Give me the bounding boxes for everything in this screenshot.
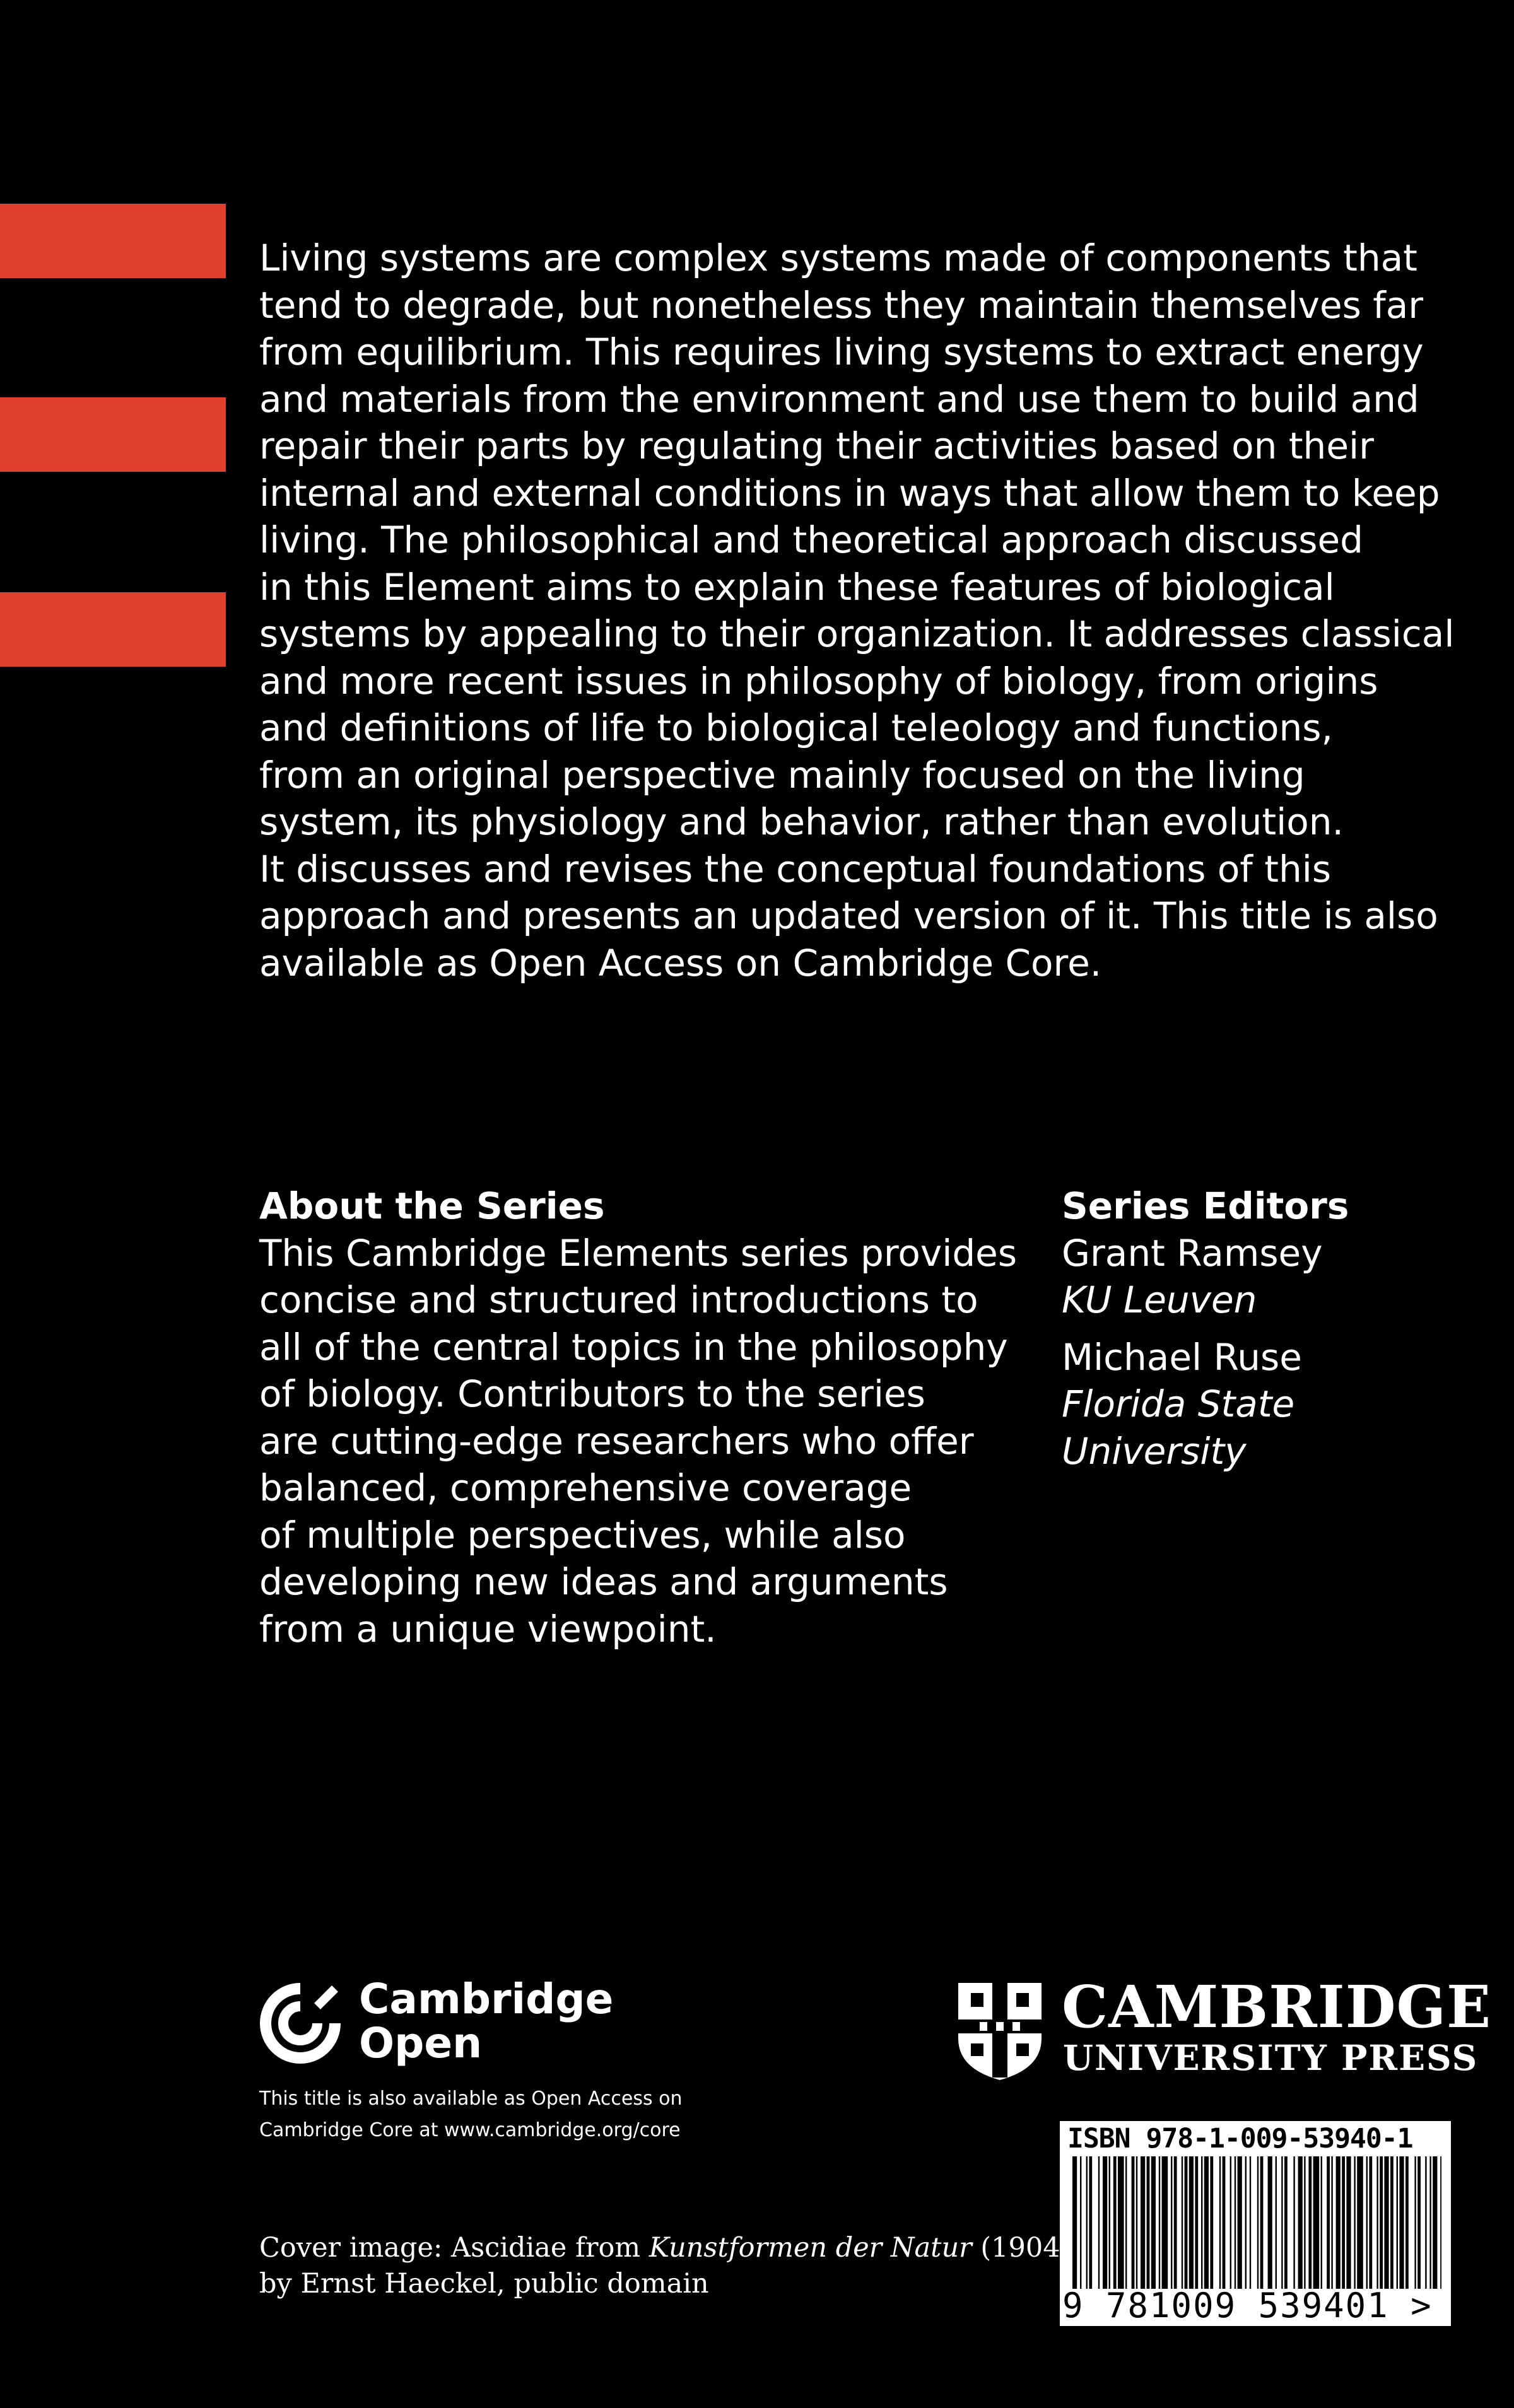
description-line: repair their parts by regulating their activities based on their (259, 424, 1374, 467)
description-line: and definitions of life to biological teleology and functions, (259, 706, 1333, 749)
cambridge-university-press-logo (956, 1973, 1492, 2081)
credit-prefix: Cover image: Ascidiae from (259, 2232, 649, 2264)
editor-affiliation: Florida State (1062, 1382, 1295, 1425)
publisher-subname: UNIVERSITY PRESS (1063, 2037, 1479, 2078)
description-line: and materials from the environment and use them to build and (259, 377, 1419, 421)
credit-line-2: by Ernst Haeckel, public domain (259, 2268, 709, 2300)
description-line: Living systems are complex systems made of components that (259, 237, 1417, 279)
description-line: systems by appealing to their organization. It addresses classical (259, 612, 1455, 655)
series-editors (1062, 1183, 1472, 1475)
editors-heading: Series Editors (1062, 1184, 1349, 1227)
description-line: internal and external conditions in ways that allow them to keep (259, 471, 1440, 515)
about-line: concise and structured introductions to (259, 1278, 978, 1321)
accent-bar-middle (0, 397, 226, 472)
isbn-label: ISBN 978-1-009-53940-1 (1067, 2123, 1413, 2154)
description-line: from equilibrium. This requires living systems to extract energy (259, 330, 1424, 373)
publisher-name: CAMBRIDGE (1062, 1973, 1492, 2041)
cambridge-open-icon (259, 1982, 341, 2064)
editor-name: Michael Ruse (1062, 1335, 1302, 1379)
book-description (259, 235, 1458, 986)
credit-line-1 (259, 2230, 1071, 2266)
about-line: from a unique viewpoint. (259, 1607, 717, 1651)
open-access-note-line: This title is also available as Open Access on (259, 2088, 683, 2110)
description-line: tend to degrade, but nonetheless they maintain themselves far (259, 283, 1424, 327)
about-line: are cutting-edge researchers who offer (259, 1419, 974, 1463)
about-the-series (259, 1183, 1016, 1652)
description-line: from an original perspective mainly focused on the living (259, 753, 1305, 797)
about-heading: About the Series (259, 1184, 605, 1227)
accent-bar-top (0, 204, 226, 278)
about-line: of multiple perspectives, while also (259, 1513, 906, 1557)
about-line: developing new ideas and arguments (259, 1560, 948, 1603)
about-line: of biology. Contributors to the series (259, 1372, 925, 1415)
editor-name: Grant Ramsey (1062, 1231, 1323, 1275)
description-line: system, its physiology and behavior, rather than evolution. (259, 800, 1344, 843)
editor-affiliation: KU Leuven (1062, 1278, 1257, 1321)
credit-year: (1904) (971, 2232, 1071, 2264)
credit-artwork-title: Kunstformen der Natur (648, 2232, 972, 2264)
isbn-barcode (1060, 2121, 1451, 2326)
accent-bar-bottom (0, 592, 226, 667)
description-line: and more recent issues in philosophy of biology, from origins (259, 659, 1378, 703)
university-crest-icon (956, 1980, 1044, 2081)
description-line: approach and presents an updated version of it. This title is also (259, 894, 1438, 937)
cambridge-open-logo (259, 1977, 625, 2072)
cambridge-open-wordmark: Open (359, 2019, 483, 2067)
cover-image-credit (259, 2230, 1071, 2302)
barcode-digits: 9 781009 539401 > (1062, 2286, 1433, 2325)
description-line: It discusses and revises the conceptual foundations of this (259, 847, 1332, 891)
about-line: all of the central topics in the philosophy (259, 1325, 1008, 1369)
description-line: in this Element aims to explain these features of biological (259, 565, 1335, 609)
open-access-note (259, 2083, 683, 2146)
about-line: balanced, comprehensive coverage (259, 1466, 912, 1509)
barcode-bars (1072, 2156, 1441, 2289)
description-line: living. The philosophical and theoretical approach discussed (259, 518, 1363, 561)
about-line: This Cambridge Elements series provides (259, 1231, 1018, 1275)
editor-affiliation: University (1062, 1429, 1247, 1473)
open-access-note-line: Cambridge Core at www.cambridge.org/core (259, 2119, 681, 2141)
description-line: available as Open Access on Cambridge Core. (259, 941, 1102, 985)
cambridge-open-wordmark: Cambridge (359, 1975, 614, 2023)
